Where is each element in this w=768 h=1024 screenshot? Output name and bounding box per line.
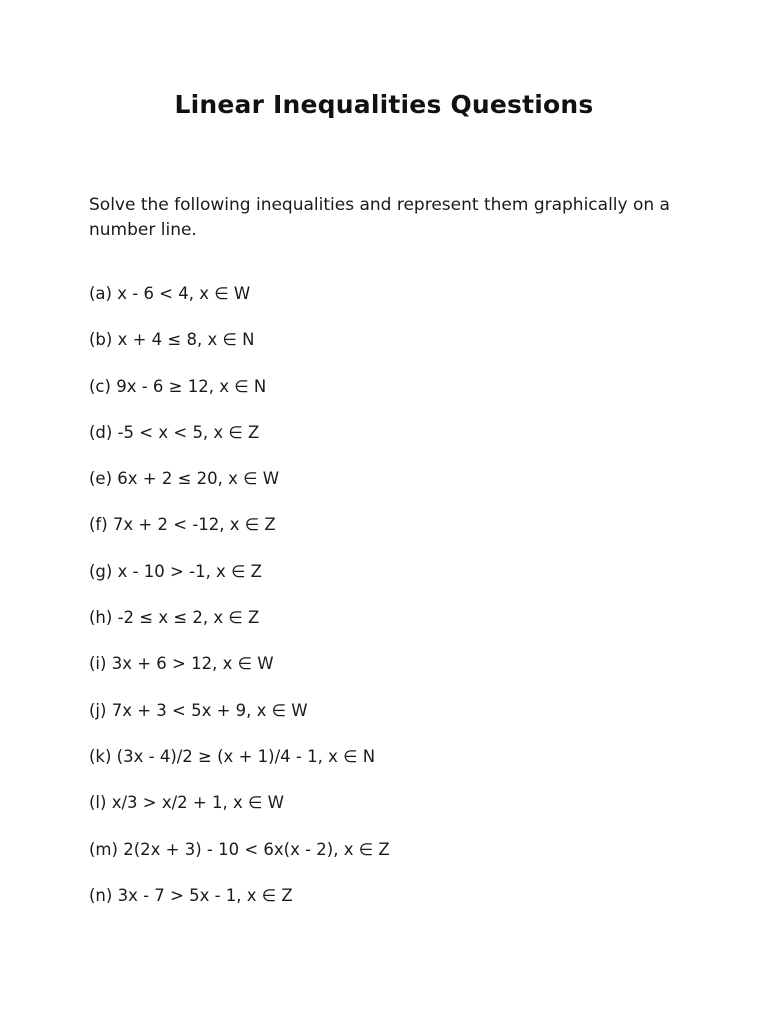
question-item: (h) -2 ≤ x ≤ 2, x ∈ Z [89, 608, 260, 628]
question-item: (l) x/3 > x/2 + 1, x ∈ W [89, 793, 284, 813]
question-item: (f) 7x + 2 < -12, x ∈ Z [89, 515, 276, 535]
question-item: (e) 6x + 2 ≤ 20, x ∈ W [89, 469, 280, 489]
question-item: (g) x - 10 > -1, x ∈ Z [89, 561, 262, 581]
question-item: (i) 3x + 6 > 12, x ∈ W [89, 654, 274, 674]
instructions-text: Solve the following inequalities and represent them graphically on a number line. [89, 195, 670, 240]
question-item: (b) x + 4 ≤ 8, x ∈ N [89, 330, 255, 350]
question-item: (c) 9x - 6 ≥ 12, x ∈ N [89, 376, 267, 396]
question-list [89, 282, 689, 930]
question-item: (a) x - 6 < 4, x ∈ W [89, 284, 251, 303]
question-item: (k) (3x - 4)/2 ≥ (x + 1)/4 - 1, x ∈ N [89, 746, 376, 766]
question-item: (d) -5 < x < 5, x ∈ Z [89, 422, 260, 442]
question-item: (m) 2(2x + 3) - 10 < 6x(x - 2), x ∈ Z [89, 839, 390, 859]
question-item: (n) 3x - 7 > 5x - 1, x ∈ Z [89, 885, 293, 905]
question-item: (j) 7x + 3 < 5x + 9, x ∈ W [89, 700, 308, 720]
page-title: Linear Inequalities Questions [174, 90, 594, 119]
